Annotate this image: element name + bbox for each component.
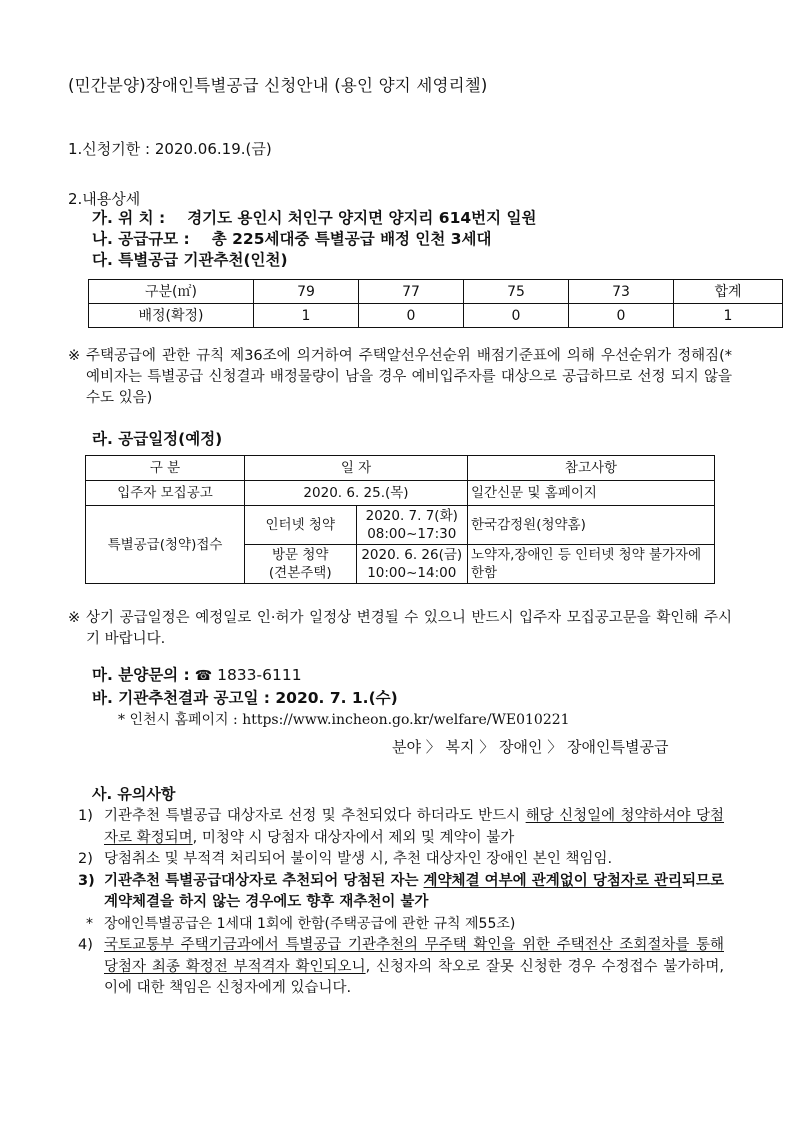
notice-2-text: 당첨취소 및 부적격 처리되어 불이익 발생 시, 추천 대상자인 장애인 본인 책임임. [104,851,613,867]
section-ra-heading: 라. 공급일정(예정) [92,430,223,448]
sched-row2-date [356,506,468,545]
notice-3-underline: 계약체결 여부에 관계없이 당첨자로 관리 [423,872,682,889]
alloc-value-75: 0 [464,304,569,328]
sched-row2-gubun: 특별공급(청약)접수 [86,506,245,584]
sched-header-gubun: 구 분 [86,456,245,481]
notice-1-pre: 기관추천 특별공급 대상자로 선정 및 추천되었다 하더라도 반드시 [104,808,526,824]
sched-row3-sub-line1: 방문 청약 [272,547,329,563]
note-mark-icon: ※ [68,610,81,626]
sched-header-note: 참고사항 [468,456,715,481]
sched-row3-date-line2: 10:00~14:00 [367,565,457,581]
notice-1-underline: 해당 신청일에 청약하셔야 당첨자로 확정되며 [104,808,725,846]
note-schedule-change [68,608,732,650]
alloc-header-73: 73 [569,280,674,304]
sched-row3-sub-line2: (견본주택) [268,565,332,581]
section-sa-heading: 사. 유의사항 [92,785,176,803]
list-item [76,935,724,1000]
sched-row2-date-line1: 2020. 7. 7(화) [365,508,458,524]
notice-3-post: 되므로 계약체결을 하지 않는 경우에도 향후 재추천이 불가 [104,872,725,910]
note-housing-rule [68,346,732,409]
section-ma-ba [92,664,570,731]
sched-row1-note: 일간신문 및 홈페이지 [468,481,715,506]
allocation-table [88,279,783,328]
alloc-header-79: 79 [254,280,359,304]
alloc-header-77: 77 [359,280,464,304]
section-2-item-na [92,229,536,250]
notice-3-number: 3) [78,872,95,889]
sched-row1-date: 2020. 6. 25.(목) [245,481,468,506]
notice-3-pre: 기관추천 특별공급대상자로 추천되어 당첨된 자는 [104,872,424,889]
alloc-value-73: 0 [569,304,674,328]
list-item [76,914,724,936]
line-url [92,709,570,731]
list-item [76,806,724,849]
notice-2-number: 2) [78,851,93,867]
item-na-text: 총 225세대중 특별공급 배정 인천 3세대 [211,230,492,248]
line-ma-inquiry [92,664,570,687]
item-na-label: 나. 공급규모 : [92,230,190,248]
notice-1-post: , 미청약 시 당첨자 대상자에서 제외 및 계약이 불가 [192,829,515,846]
alloc-value-79: 1 [254,304,359,328]
section-2-item-da: 다. 특별공급 기관추천(인천) [92,251,288,269]
alloc-value-total: 1 [674,304,783,328]
sched-row2-date-line2: 08:00~17:30 [367,526,457,542]
incheon-url[interactable]: https://www.incheon.go.kr/welfare/WE010221 [242,712,570,728]
section-2-item-ga [92,208,536,229]
page-title: (민간분양)장애인특별공급 신청안내 (용인 양지 세영리첼) [68,76,488,95]
table-row [89,280,783,304]
alloc-header-gubun: 구분(㎡) [89,280,254,304]
item-ga-text: 경기도 용인시 처인구 양지면 양지리 614번지 일원 [187,209,537,227]
notice-star-text: 장애인특별공급은 1세대 1회에 한함(주택공급에 관한 규칙 제55조) [104,915,516,932]
table-row [86,456,715,481]
alloc-header-total: 합계 [674,280,783,304]
alloc-header-75: 75 [464,280,569,304]
item-ga-label: 가. 위 치 : [92,209,166,227]
alloc-row-label: 배정(확정) [89,304,254,328]
sched-row3-sub [245,545,357,584]
breadcrumb: 분야 〉 복지 〉 장애인 〉 장애인특별공급 [392,738,669,756]
phone-icon: ☎ [194,668,213,684]
table-row [89,304,783,328]
sched-row2-sub: 인터넷 청약 [245,506,357,545]
notice-1-number: 1) [78,808,93,824]
sched-row3-date [356,545,468,584]
sched-row3-note: 노약자,장애인 등 인터넷 청약 불가자에 한함 [468,545,715,584]
note-schedule-change-text: 상기 공급일정은 예정일로 인·허가 일정상 변경될 수 있으니 반드시 입주자 모집공고문을 확인해 주시기 바랍니다. [86,610,732,647]
list-item [76,871,724,914]
section-2-heading: 2.내용상세 [68,190,141,208]
url-label: 인천시 홈페이지 : [129,712,238,728]
phone-number: 1833-6111 [217,666,302,684]
note-mark-icon: ※ [68,348,81,364]
sched-header-date: 일 자 [245,456,468,481]
section-1-heading: 1.신청기한 : 2020.06.19.(금) [68,140,272,158]
alloc-value-77: 0 [359,304,464,328]
schedule-table [85,455,715,584]
section-2-items [92,208,536,271]
line-ba-announcement: 바. 기관추천결과 공고일 : 2020. 7. 1.(수) [92,689,398,707]
notice-4-number: 4) [78,937,93,953]
sched-row2-note: 한국감정원(청약홈) [468,506,715,545]
line-ma-label: 마. 분양문의 : [92,666,190,684]
notice-4-underline: 국토교통부 주택기금과에서 특별공급 기관추천의 무주택 확인을 위한 주택전산 조회절차를 통해 당첨자 최종 확정전 부적격자 확인되오니 [104,937,724,975]
sched-row1-gubun: 입주자 모집공고 [86,481,245,506]
asterisk-icon: * [118,712,125,728]
table-row [86,506,715,545]
sched-row3-date-line1: 2020. 6. 26(금) [361,547,463,563]
notice-list [76,806,724,1000]
notice-star-icon: * [86,915,93,932]
notice-4-post: , 신청자의 착오로 잘못 신청한 경우 수정접수 불가하며, 이에 대한 책임은 신청자에게 있습니다. [104,958,724,996]
list-item [76,849,724,871]
table-row [86,481,715,506]
note-housing-rule-text: 주택공급에 관한 규칙 제36조에 의거하여 주택알선우선순위 배점기준표에 의해 우선순위가 정해짐(*예비자는 특별공급 신청결과 배정물량이 남을 경우 예비입주자를 대상으로 공급하므로 선정 되지 않을 수도 있음) [86,348,732,406]
